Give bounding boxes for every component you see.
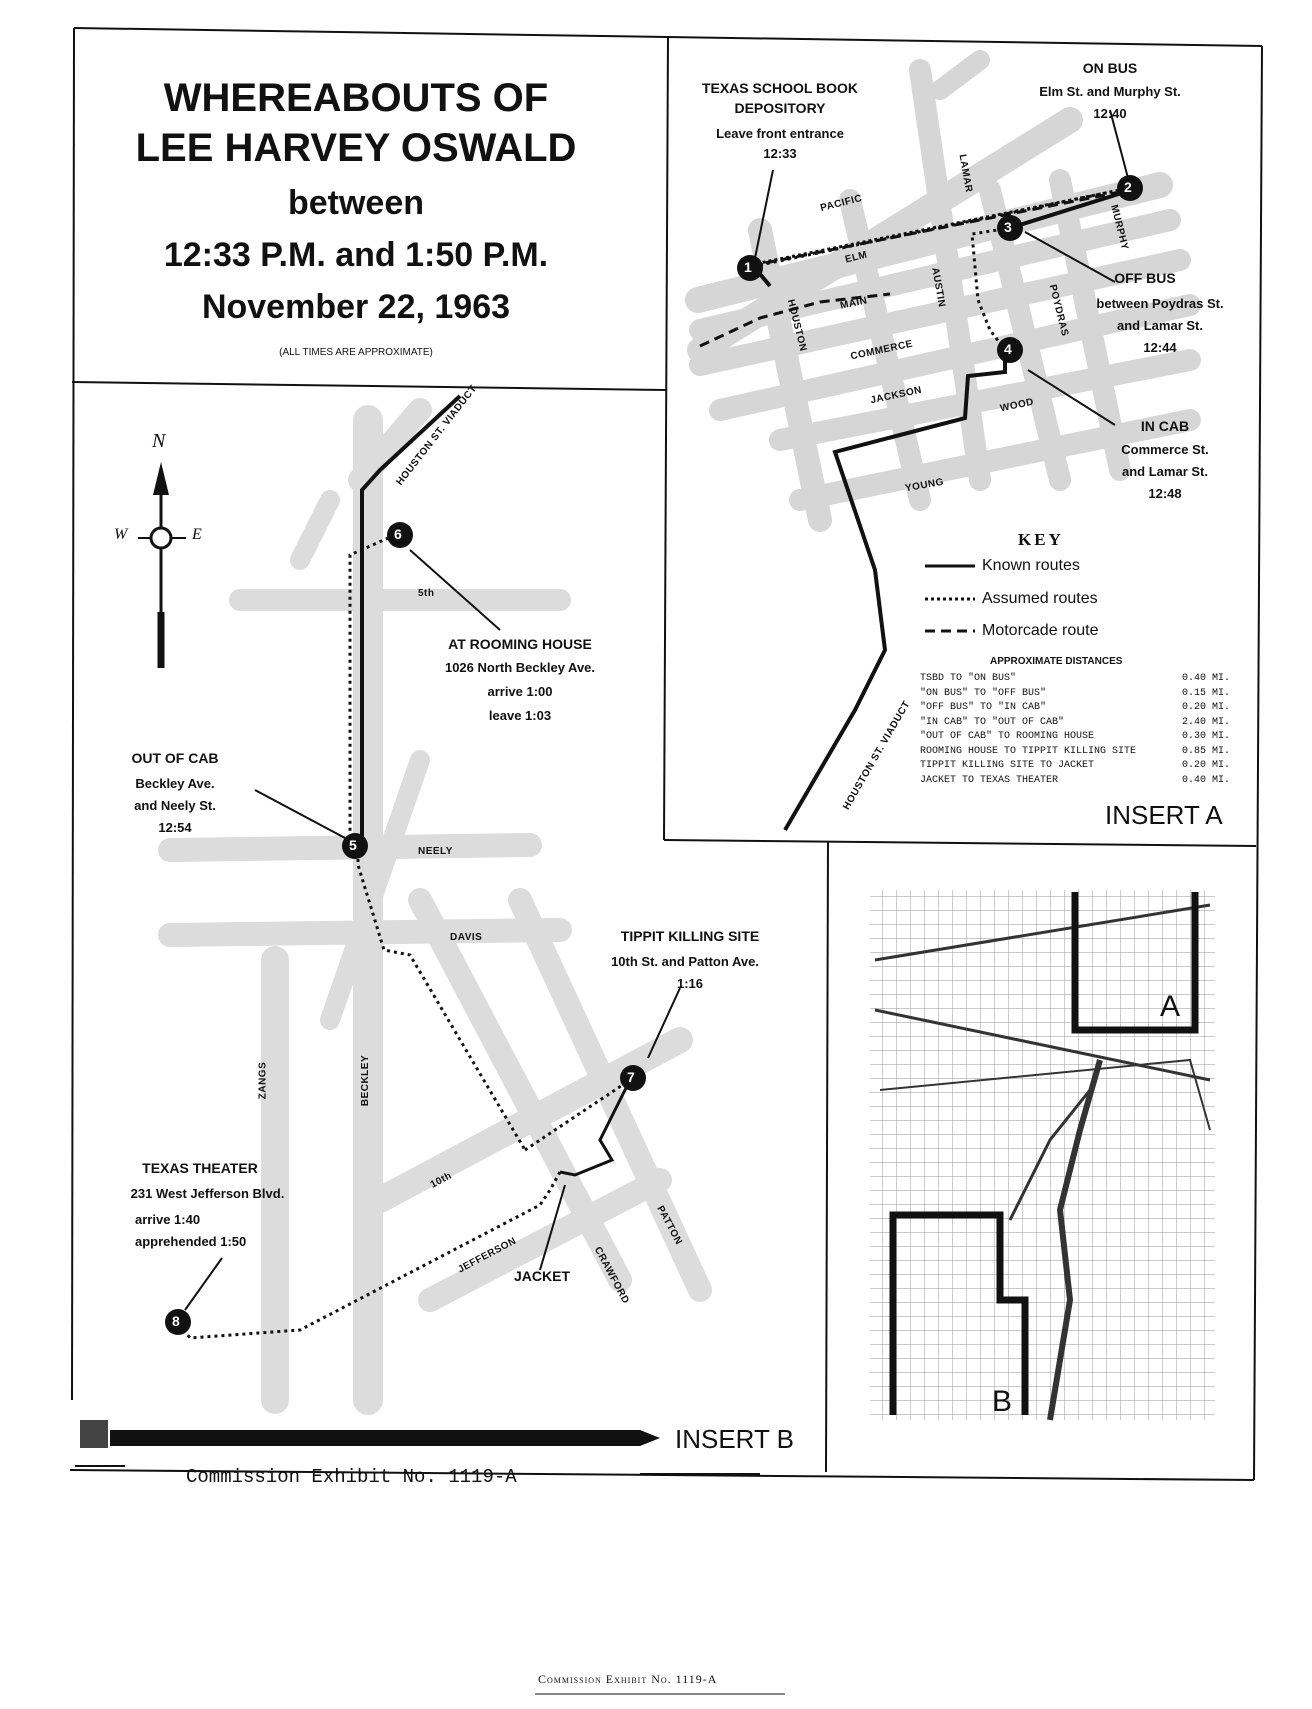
stop-2-number: 2 [1124, 179, 1132, 195]
distance-miles: 0.20 MI. [1181, 702, 1230, 713]
stop-2-title: ON BUS [1082, 60, 1138, 76]
bottom-rules [75, 1420, 785, 1694]
distance-leg: TSBD TO "ON BUS" [920, 673, 1017, 684]
stop-3-detail2: and Lamar St. [1117, 318, 1203, 333]
stop-4-detail1: Commerce St. [1121, 442, 1209, 457]
stop-5-time: 12:54 [158, 820, 192, 835]
street-5th: 5th [418, 588, 435, 599]
street-jefferson: JEFFERSON [456, 1235, 519, 1276]
stop-3-detail1: between Poydras St. [1096, 296, 1224, 311]
distance-miles: 0.30 MI. [1181, 731, 1230, 742]
overview-a: A [1160, 990, 1181, 1023]
stop-8-detail3: apprehended 1:50 [135, 1234, 247, 1249]
key-known: Known routes [982, 557, 1080, 574]
stop-2-detail: Elm St. and Murphy St. [1039, 84, 1181, 99]
compass-w: W [114, 526, 128, 543]
stop-2-time: 12:40 [1093, 106, 1127, 121]
stop-4-time: 12:48 [1148, 486, 1182, 501]
street-patton: PATTON [654, 1204, 685, 1247]
stop-5-detail1: Beckley Ave. [135, 776, 215, 791]
distance-miles: 0.40 MI. [1181, 774, 1230, 786]
distance-leg: TIPPIT KILLING SITE TO JACKET [920, 760, 1095, 771]
distance-row [920, 688, 1230, 703]
title-line-3: between [287, 184, 425, 222]
key-samples [925, 566, 975, 631]
key-motorcade: Motorcade route [982, 622, 1099, 639]
stop-6-detail2: arrive 1:00 [487, 684, 553, 699]
insert-a-label: INSERT A [1105, 800, 1223, 830]
distance-row [920, 673, 1230, 688]
distance-miles: 0.85 MI. [1181, 745, 1230, 757]
street-crawford: CRAWFORD [591, 1245, 632, 1306]
stop-6-title: AT ROOMING HOUSE [448, 636, 592, 652]
distance-row [920, 760, 1230, 775]
street-austin: AUSTIN [929, 266, 948, 309]
stop-4-number: 4 [1004, 341, 1012, 357]
distance-miles: 0.40 MI. [1181, 673, 1230, 684]
page-footer: Commission Exhibit No. 1119-A [538, 1672, 718, 1686]
overview-b: B [992, 1385, 1013, 1418]
stop-6-detail1: 1026 North Beckley Ave. [444, 660, 596, 675]
street-viaduct-a: HOUSTON ST. VIADUCT [841, 699, 913, 812]
street-zangs: ZANGS [257, 1061, 269, 1100]
title-line-1: WHEREABOUTS OF [163, 76, 549, 120]
distance-leg: "OFF BUS" TO "IN CAB" [920, 702, 1047, 713]
street-houston-a: HOUSTON [784, 298, 809, 353]
distance-leg: JACKET TO TEXAS THEATER [920, 774, 1059, 786]
insert-b-streets [170, 410, 700, 1400]
street-commerce: COMMERCE [849, 338, 914, 363]
street-young: YOUNG [904, 476, 945, 495]
stop-3-title: OFF BUS [1114, 270, 1176, 286]
street-poydras: POYDRAS [1046, 283, 1071, 338]
distances-heading: APPROXIMATE DISTANCES [990, 656, 1123, 667]
street-jackson: JACKSON [869, 384, 923, 407]
street-wood: WOOD [999, 396, 1035, 415]
stop-6-number: 6 [394, 526, 402, 542]
street-murphy: MURPHY [1108, 203, 1131, 252]
street-neely: NEELY [418, 846, 453, 857]
stop-5-title: OUT OF CAB [131, 750, 219, 766]
stop-4-detail2: and Lamar St. [1122, 464, 1208, 479]
compass [138, 462, 186, 668]
distance-row [920, 702, 1230, 717]
times-note: (ALL TIMES ARE APPROXIMATE) [279, 347, 433, 358]
street-elm: ELM [844, 249, 869, 266]
distance-row [920, 717, 1230, 732]
street-lamar: LAMAR [956, 153, 975, 194]
stop-7-detail: 10th St. and Patton Ave. [611, 954, 759, 969]
stop-3-number: 3 [1004, 219, 1012, 235]
stop-5-detail2: and Neely St. [134, 798, 216, 813]
stop-3-time: 12:44 [1143, 340, 1177, 355]
street-pacific: PACIFIC [819, 192, 864, 215]
stop-5-number: 5 [349, 837, 357, 853]
stop-8-title: TEXAS THEATER [142, 1160, 258, 1176]
stop-6-detail3: leave 1:03 [488, 708, 552, 723]
insert-b-label: INSERT B [675, 1424, 794, 1454]
compass-e: E [192, 526, 202, 543]
title-line-5: November 22, 1963 [201, 288, 511, 326]
key-heading: KEY [1018, 530, 1064, 549]
distance-miles: 0.15 MI. [1181, 687, 1230, 699]
stop-8-detail2: arrive 1:40 [135, 1212, 201, 1227]
street-10th: 10th [428, 1170, 454, 1191]
stop-8-number: 8 [172, 1313, 180, 1329]
distance-leg: "OUT OF CAB" TO ROOMING HOUSE [920, 731, 1095, 742]
stop-1-number: 1 [744, 259, 752, 275]
key-assumed: Assumed routes [982, 590, 1098, 607]
distances-table [920, 673, 1230, 789]
stop-8-detail1: 231 West Jefferson Blvd. [130, 1186, 285, 1201]
stop-7-number: 7 [627, 1069, 635, 1085]
distance-miles: 0.20 MI. [1181, 760, 1230, 771]
overview-map [870, 890, 1215, 1420]
distance-row [920, 746, 1230, 761]
exhibit-caption: Commission Exhibit No. 1119-A [186, 1466, 517, 1488]
jacket-label: JACKET [513, 1268, 570, 1284]
stop-1-detail: Leave front entrance [716, 126, 844, 141]
distance-row [920, 775, 1230, 790]
street-beckley: BECKLEY [360, 1054, 372, 1107]
stop-7-time: 1:16 [676, 976, 704, 991]
stop-1-title1: TEXAS SCHOOL BOOK [701, 80, 859, 96]
stop-4-title: IN CAB [1140, 418, 1190, 434]
stop-7-title: TIPPIT KILLING SITE [620, 928, 760, 944]
distance-leg: "ON BUS" TO "OFF BUS" [920, 687, 1047, 699]
street-main: MAIN [839, 295, 869, 312]
stop-1-time: 12:33 [763, 146, 797, 161]
street-davis: DAVIS [450, 932, 483, 943]
title-line-4: 12:33 P.M. and 1:50 P.M. [163, 236, 549, 274]
title-line-2: LEE HARVEY OSWALD [135, 126, 577, 170]
stop-1-title2: DEPOSITORY [734, 100, 826, 116]
distance-leg: "IN CAB" TO "OUT OF CAB" [920, 716, 1065, 728]
distance-row [920, 731, 1230, 746]
compass-n: N [152, 430, 166, 452]
distance-miles: 2.40 MI. [1181, 716, 1230, 728]
distance-leg: ROOMING HOUSE TO TIPPIT KILLING SITE [920, 745, 1137, 757]
street-viaduct-b: HOUSTON ST. VIADUCT [394, 383, 480, 488]
